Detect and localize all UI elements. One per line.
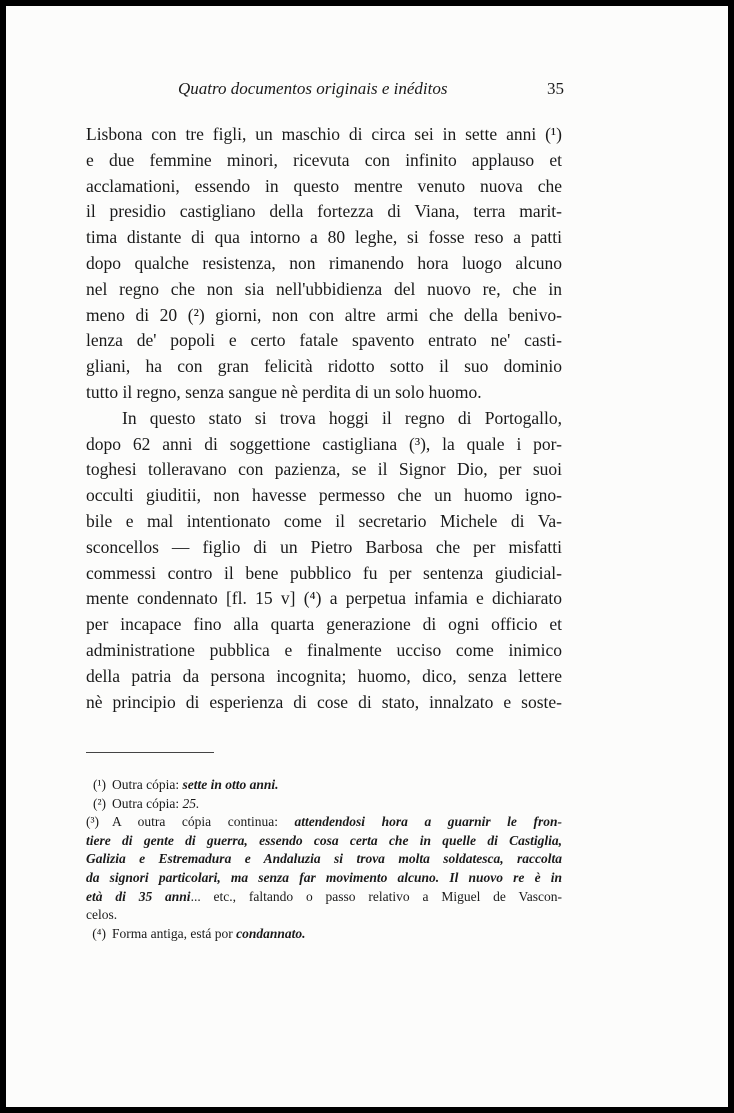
footnote-3-line: Galizia e Estremadura e Andaluzia si trova molta soldatesca, raccolta	[86, 851, 562, 867]
text-line: meno di 20 (²) giorni, non con altre armi che della benivo-	[86, 304, 562, 325]
text-line: mente condennato [fl. 15 v] (⁴) a perpetua infamia e dichiarato	[86, 588, 562, 609]
text-line: commessi contro il bene pubblico fu per sentenza giudicial-	[86, 562, 562, 583]
footnote-mark: (³)	[86, 814, 100, 830]
footnotes	[86, 776, 562, 943]
footnote-divider	[86, 752, 214, 753]
running-title: Quatro documentos originais e inéditos	[178, 79, 448, 98]
text-line: dopo qualche resistenza, non rimanendo hora luogo alcuno	[86, 252, 562, 273]
footnote-1: (¹) Outra cópia: sette in otto anni.	[86, 776, 562, 795]
text-line: lenza de' popoli e certo fatale spavento entrato ne' casti-	[86, 330, 562, 351]
text-line: tima distante di qua intorno a 80 leghe, si fosse reso a patti	[86, 227, 562, 248]
text-line: Lisbona con tre figli, un maschio di circa sei in sette anni (¹)	[86, 124, 562, 144]
text-line: In questo stato si trova hoggi il regno di Portogallo,	[122, 407, 562, 428]
text-line: e due femmine minori, ricevuta con infinito applauso et	[86, 149, 562, 170]
text-line: toghesi tolleravano con pazienza, se il Signor Dio, per suoi	[86, 459, 562, 480]
text-line: nel regno che non sia nell'ubbidienza del nuovo re, che in	[86, 278, 562, 299]
text-line: il presidio castigliano della fortezza di Viana, terra marit-	[86, 201, 562, 222]
footnote-mark: (⁴)	[92, 925, 106, 941]
text-line: bile e mal intentionato come il secretario Michele di Va-	[86, 510, 562, 531]
footnote-mark: (²)	[92, 795, 106, 811]
footnote-3-line: celos.	[86, 907, 118, 923]
text-line: nè principio di esperienza di cose di stato, innalzato e soste-	[86, 691, 562, 712]
body-text	[86, 122, 562, 715]
text-line: occulti giuditii, non havesse permesso che un huomo igno-	[86, 485, 562, 506]
text-line: sconcellos — figlio di un Pietro Barbosa che per misfatti	[86, 536, 562, 557]
footnote-mark: (¹)	[92, 777, 106, 792]
footnote-4: (⁴) Forma antiga, está por condannato.	[86, 925, 562, 944]
text-line: acclamationi, essendo in questo mentre venuto nuova che	[86, 175, 562, 196]
text-line: tutto il regno, senza sangue nè perdita di un solo huomo.	[86, 381, 482, 402]
text-line: della patria da persona incognita; huomo, dico, senza lettere	[86, 665, 562, 686]
footnote-3-line: età di 35 anni... etc., faltando o passo relativo a Miguel de Vascon-	[86, 888, 562, 904]
footnote-2: (²) Outra cópia: 25.	[86, 795, 562, 814]
text-line: administratione pubblica e finalmente ucciso come inimico	[86, 639, 562, 660]
footnote-3-line: da signori particolari, ma senza far movimento alcuno. Il nuovo re è in	[86, 869, 562, 885]
footnote-3: (³) A outra cópia continua: attendendosi hora a guarnir le fron-	[86, 813, 562, 832]
text-line: per incapace fino alla quarta generazione di ogni officio et	[86, 614, 562, 635]
page-number: 35	[547, 79, 564, 98]
text-line: gliani, ha con gran felicità ridotto sotto il suo dominio	[86, 356, 562, 377]
footnote-3-line: tiere di gente di guerra, essendo cosa certa che in quelle di Castiglia,	[86, 832, 562, 848]
text-line: dopo 62 anni di soggettione castigliana (³), la quale i por-	[86, 433, 562, 454]
